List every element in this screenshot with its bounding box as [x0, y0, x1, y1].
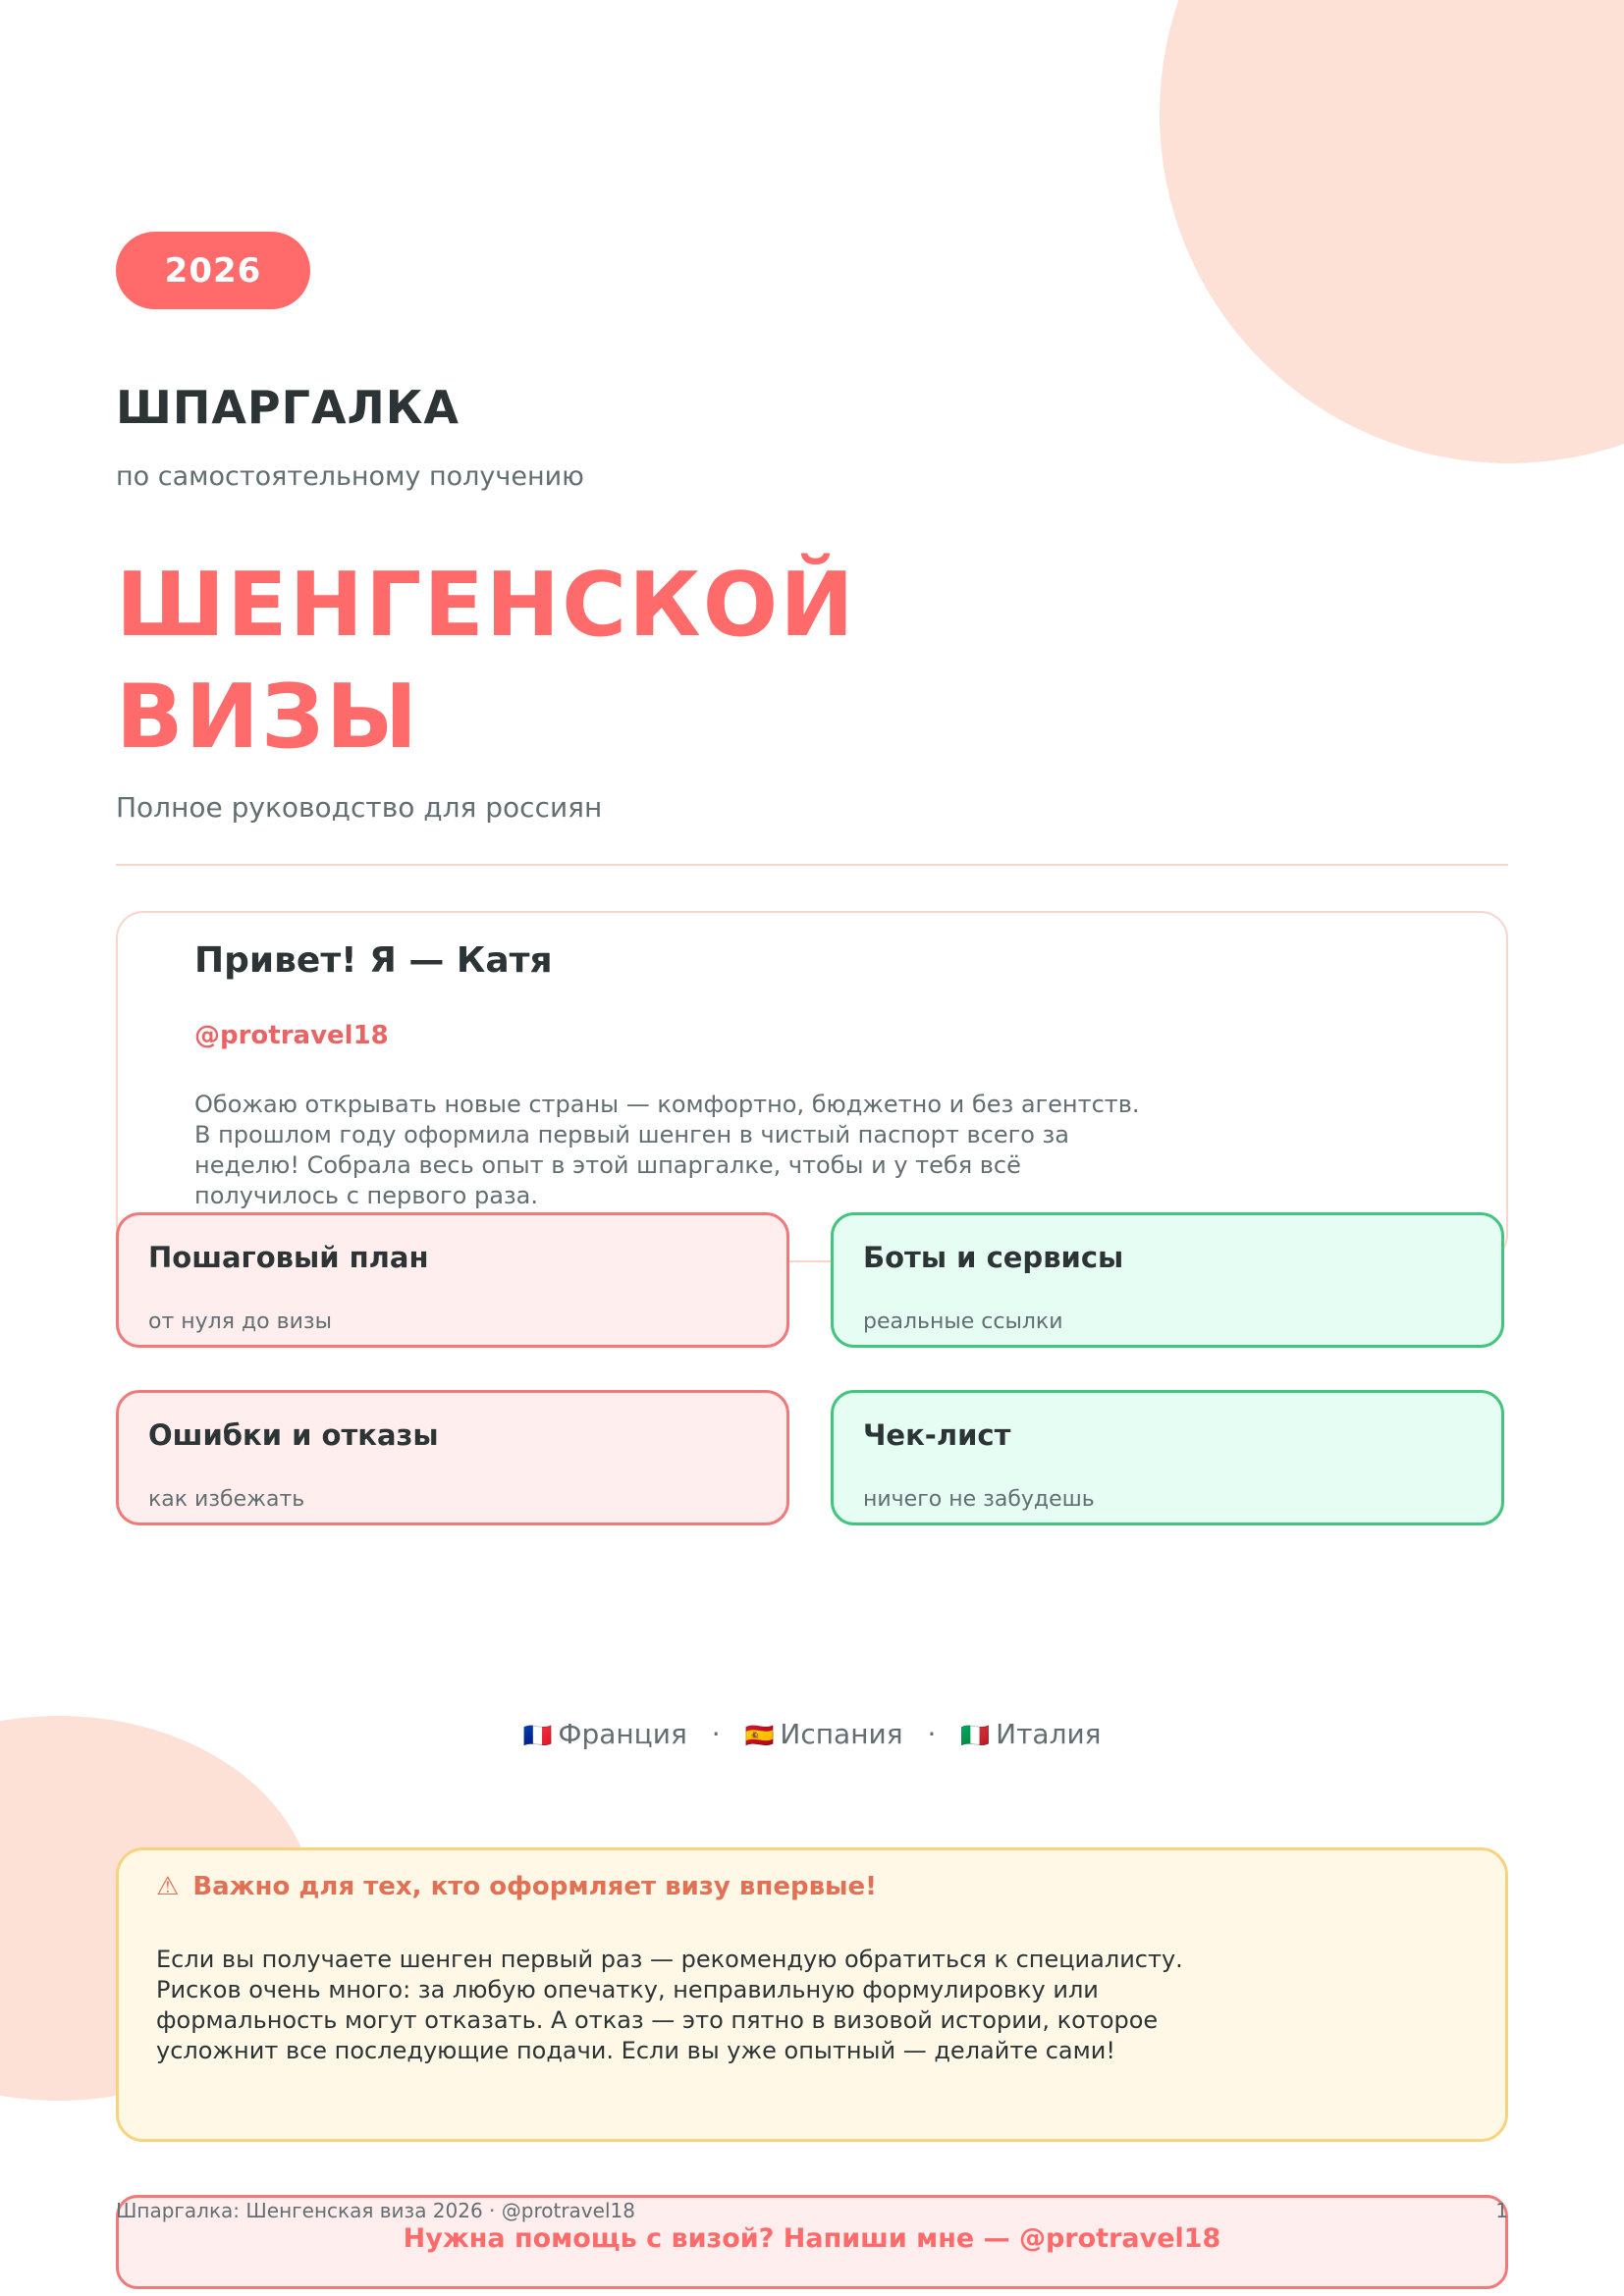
feature-card-subtitle: как избежать [148, 1487, 305, 1512]
page-number: 1 [1495, 2199, 1508, 2222]
country-italy [960, 1718, 1101, 1750]
feature-card-title: Чек-лист [863, 1418, 1011, 1452]
author-intro-box [116, 911, 1508, 1262]
warning-icon: ⚠ [156, 1872, 180, 1901]
warning-box [116, 1847, 1508, 2142]
author-title: Привет! Я — Катя [194, 940, 553, 981]
flag-france-icon: 🇫🇷 [522, 1722, 553, 1749]
feature-card-subtitle: реальные ссылки [863, 1309, 1063, 1334]
feature-card-bots [831, 1212, 1504, 1348]
warning-title-text: Важно для тех, кто оформляет визу впервые! [192, 1872, 878, 1901]
country-spain [745, 1718, 903, 1750]
warning-title [156, 1872, 877, 1901]
author-text: Обожаю открывать новые страны — комфортно, бюджетно и без агентств. В прошлом году оформила первый шенген в чистый паспорт всего за неделю! Собрала весь опыт в этой шпаргалке, чтобы и у тебя всё получилось с первого раза. [194, 1091, 1140, 1209]
country-name: Франция [558, 1718, 687, 1750]
cover-subkicker: по самостоятельному получению [116, 461, 584, 492]
headline-line-2: ВИЗЫ [116, 666, 420, 769]
year-badge: 2026 [116, 232, 310, 309]
feature-card-title: Боты и сервисы [863, 1241, 1124, 1274]
country-name: Испания [780, 1718, 903, 1750]
cover-tagline: Полное руководство для россиян [116, 791, 603, 824]
feature-card-subtitle: ничего не забудешь [863, 1487, 1095, 1512]
feature-card-subtitle: от нуля до визы [148, 1309, 332, 1334]
country-france [522, 1718, 686, 1750]
author-handle: @protravel18 [194, 1021, 389, 1050]
divider [116, 864, 1508, 866]
flag-spain-icon: 🇪🇸 [744, 1722, 775, 1749]
country-name: Италия [996, 1718, 1102, 1750]
headline-line-1: ШЕНГЕНСКОЙ [116, 554, 856, 657]
cover-kicker: ШПАРГАЛКА [116, 381, 460, 434]
contact-cta-text[interactable]: Нужна помощь с визой? Напиши мне — @protravel18 [403, 2223, 1221, 2254]
feature-card-mistakes [116, 1390, 789, 1525]
cover-headline [116, 550, 856, 774]
footer-caption: Шпаргалка: Шенгенская виза 2026 · @protravel18 [116, 2199, 635, 2222]
country-separator: · [927, 1718, 937, 1750]
flag-italy-icon: 🇮🇹 [960, 1722, 991, 1749]
feature-card-plan [116, 1212, 789, 1348]
country-list [0, 1718, 1624, 1750]
feature-card-title: Пошаговый план [148, 1241, 429, 1274]
feature-card-title: Ошибки и отказы [148, 1418, 439, 1452]
warning-text: Если вы получаете шенген первый раз — рекомендую обратиться к специалисту. Рисков очень много: за любую опечатку, неправильную формулировку или формальность могут отказать. А отказ — это пятно в визовой истории, которое усложнит все последующие подачи. Если вы уже опытный — делайте сами! [156, 1946, 1183, 2064]
feature-card-checklist [831, 1390, 1504, 1525]
country-separator: · [711, 1718, 721, 1750]
decorative-circle-top-right [1160, 0, 1624, 463]
